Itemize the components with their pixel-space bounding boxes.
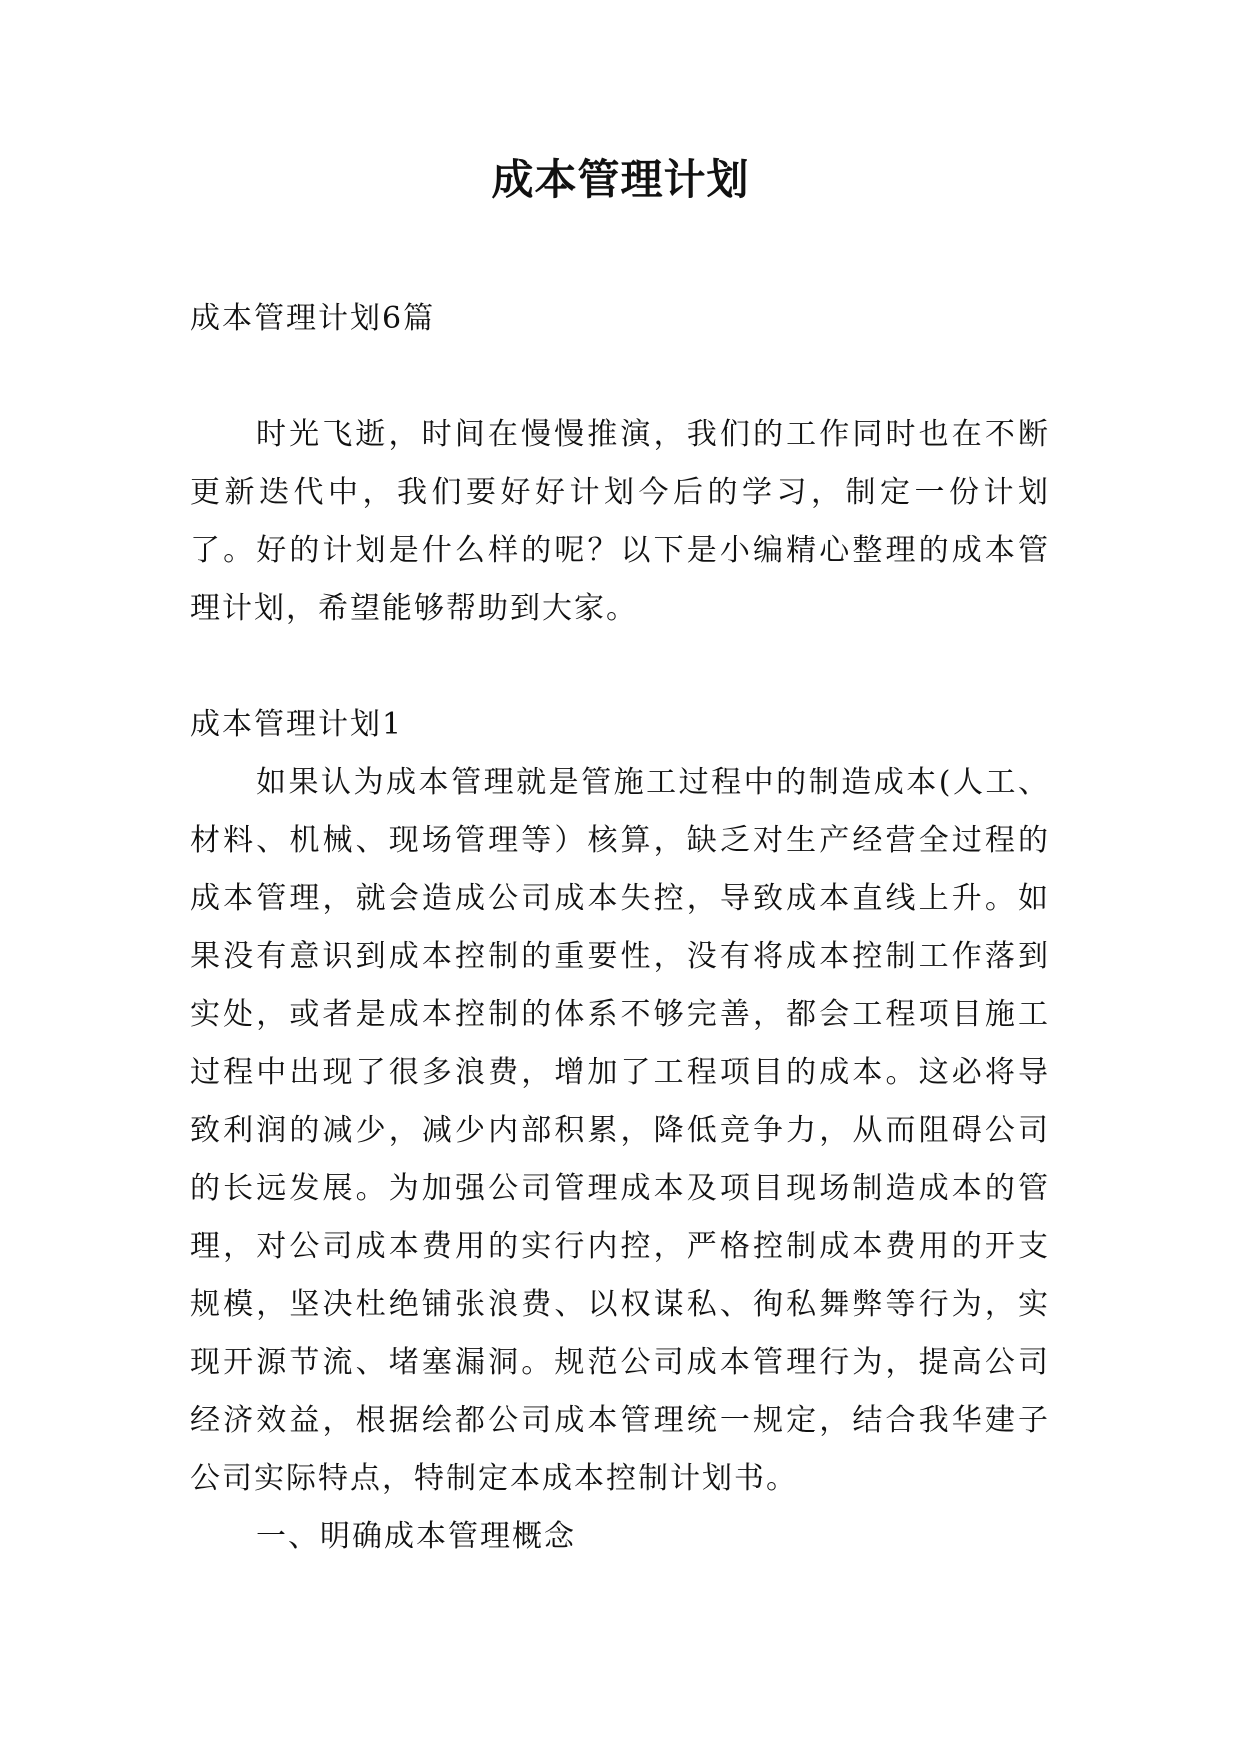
section-heading: 成本管理计划1	[190, 707, 404, 742]
intro-paragraph: 时光飞逝，时间在慢慢推演，我们的工作同时也在不断更新迭代中，我们要好好计划今后的学习，制定一份计划了。好的计划是什么样的呢？以下是小编精心整理的成本管理计划，希望能够帮助到大家。	[190, 417, 1050, 626]
section-paragraph: 如果认为成本管理就是管施工过程中的制造成本(人工、材料、机械、现场管理等）核算，缺乏对生产经营全过程的成本管理，就会造成公司成本失控，导致成本直线上升。如果没有意识到成本控制的重要性，没有将成本控制工作落到实处，或者是成本控制的体系不够完善，都会工程项目施工过程中出现了很多浪费，增加了工程项目的成本。这必将导致利润的减少，减少内部积累，降低竞争力，从而阻碍公司的长远发展。为加强公司管理成本及项目现场制造成本的管理，对公司成本费用的实行内控，严格控制成本费用的开支规模，坚决杜绝铺张浪费、以权谋私、徇私舞弊等行为，实现开源节流、堵塞漏洞。规范公司成本管理行为，提高公司经济效益，根据绘都公司成本管理统一规定，结合我华建子公司实际特点，特制定本成本控制计划书。	[190, 765, 1050, 1496]
document-title: 成本管理计划	[491, 155, 750, 204]
section-point-heading: 一、明确成本管理概念	[256, 1519, 576, 1554]
document-subtitle: 成本管理计划6篇	[190, 301, 436, 336]
document-body	[190, 290, 1050, 1566]
